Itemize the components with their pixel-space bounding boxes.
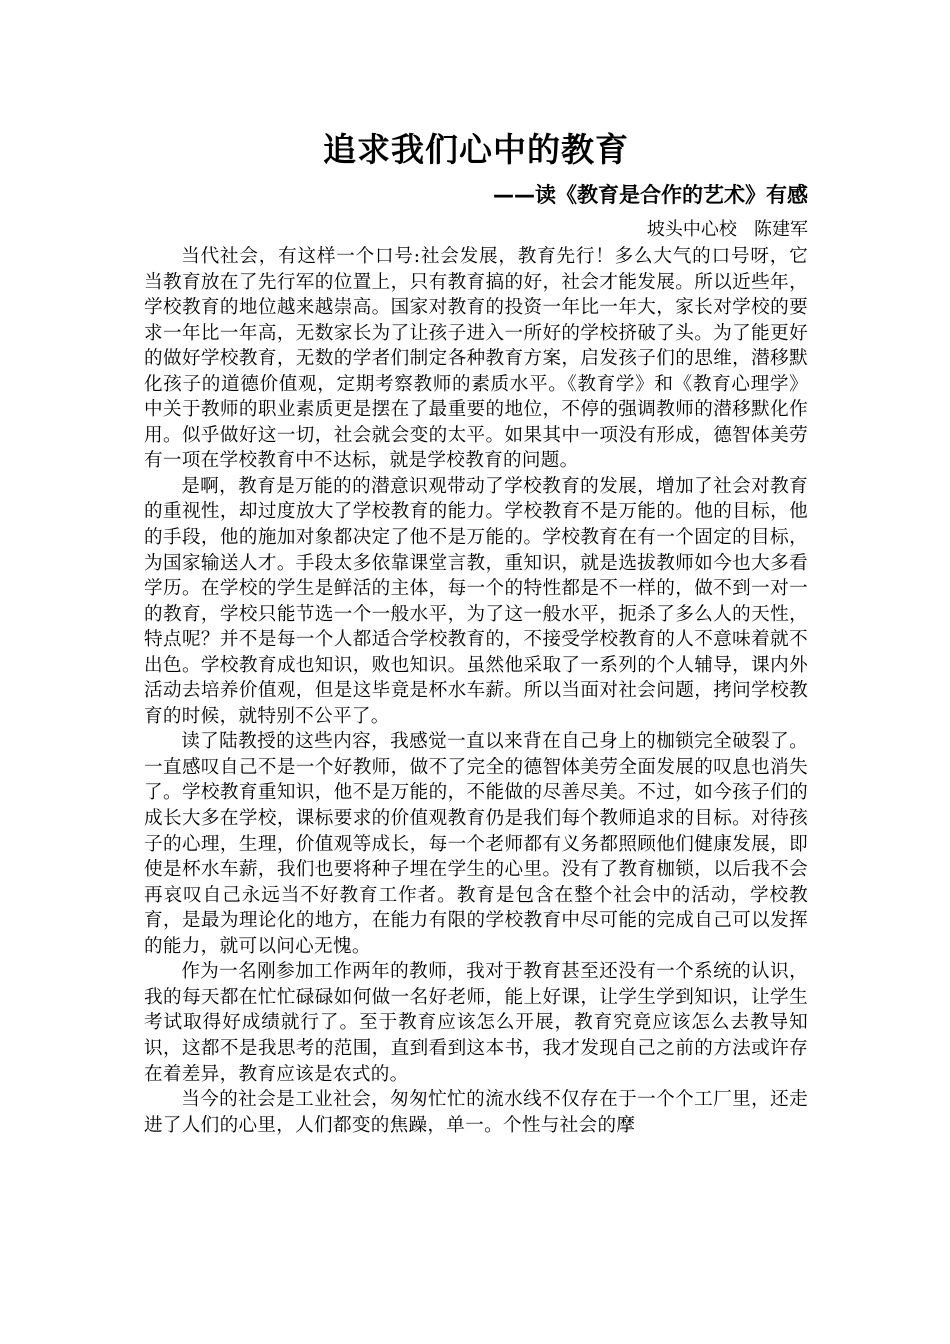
- author-line: 坡头中心校 陈建军: [646, 219, 808, 240]
- page-subtitle: ——读《教育是合作的艺术》有感: [493, 183, 808, 207]
- article-body: [144, 244, 808, 1138]
- paragraph-2: 是啊，教育是万能的的潜意识观带动了学校教育的发展，增加了社会对教育的重视性，却过度放大了学校教育的能力。学校教育不是万能的。他的目标，他的手段，他的施加对象都决定了他不是万能的。学校教育在有一个固定的目标，为国家输送人才。手段太多依靠课堂言教，重知识，就是选拔教师如今也大多看学历。在学校的学生是鲜活的主体，每一个的特性都是不一样的，做不到一对一的教育，学校只能节选一个一般水平，为了这一般水平，扼杀了多么人的天性，特点呢？并不是每一个人都适合学校教育的，不接受学校教育的人不意味着就不出色。学校教育成也知识，败也知识。虽然他采取了一系列的个人辅导，课内外活动去培养价值观，但是这毕竟是杯水车薪。所以当面对社会问题，拷问学校教育的时候，就特别不公平了。: [144, 475, 808, 727]
- page-title: 追求我们心中的教育: [323, 130, 629, 169]
- paragraph-4: 作为一名刚参加工作两年的教师，我对于教育甚至还没有一个系统的认识，我的每天都在忙忙碌碌如何做一名好老师，能上好课，让学生学到知识，让学生考试取得好成绩就行了。至于教育应该怎么开展，教育究竟应该怎么去教导知识，这都不是我思考的范围，直到看到这本书，我才发现自己之前的方法或许存在着差异，教育应该是农式的。: [144, 961, 808, 1085]
- paragraph-5: 当今的社会是工业社会，匆匆忙忙的流水线不仅存在于一个个工厂里，还走进了人们的心里，人们都变的焦躁，单一。个性与社会的摩: [144, 1089, 808, 1136]
- paragraph-3: 读了陆教授的这些内容，我感觉一直以来背在自己身上的枷锁完全破裂了。一直感叹自己不是一个好教师，做不了完全的德智体美劳全面发展的叹息也消失了。学校教育重知识，他不是万能的，不能做的尽善尽美。不过，如今孩子们的成长大多在学校，课标要求的价值观教育仍是我们每个教师追求的目标。对待孩子的心理，生理，价值观等成长，每一个老师都有义务都照顾他们健康发展，即使是杯水车薪，我们也要将种子埋在学生的心里。没有了教育枷锁，以后我不会再哀叹自己永远当不好教育工作者。教育是包含在整个社会中的活动，学校教育，是最为理论化的地方，在能力有限的学校教育中尽可能的完成自己可以发挥的能力，就可以问心无愧。: [144, 731, 808, 957]
- document-page: [144, 128, 808, 1138]
- paragraph-1: 当代社会，有这样一个口号:社会发展，教育先行！多么大气的口号呀，它当教育放在了先行军的位置上，只有教育搞的好，社会才能发展。所以近些年，学校教育的地位越来越崇高。国家对教育的投资一年比一年大，家长对学校的要求一年比一年高，无数家长为了让孩子进入一所好的学校挤破了头。为了能更好的做好学校教育，无数的学者们制定各种教育方案，启发孩子们的思维，潜移默化孩子的道德价值观，定期考察教师的素质水平。《教育学》和《教育心理学》中关于教师的职业素质更是摆在了最重要的地位，不停的强调教师的潜移默化作用。似乎做好这一切，社会就会变的太平。如果其中一项没有形成，德智体美劳有一项在学校教育中不达标，就是学校教育的问题。: [144, 246, 808, 472]
